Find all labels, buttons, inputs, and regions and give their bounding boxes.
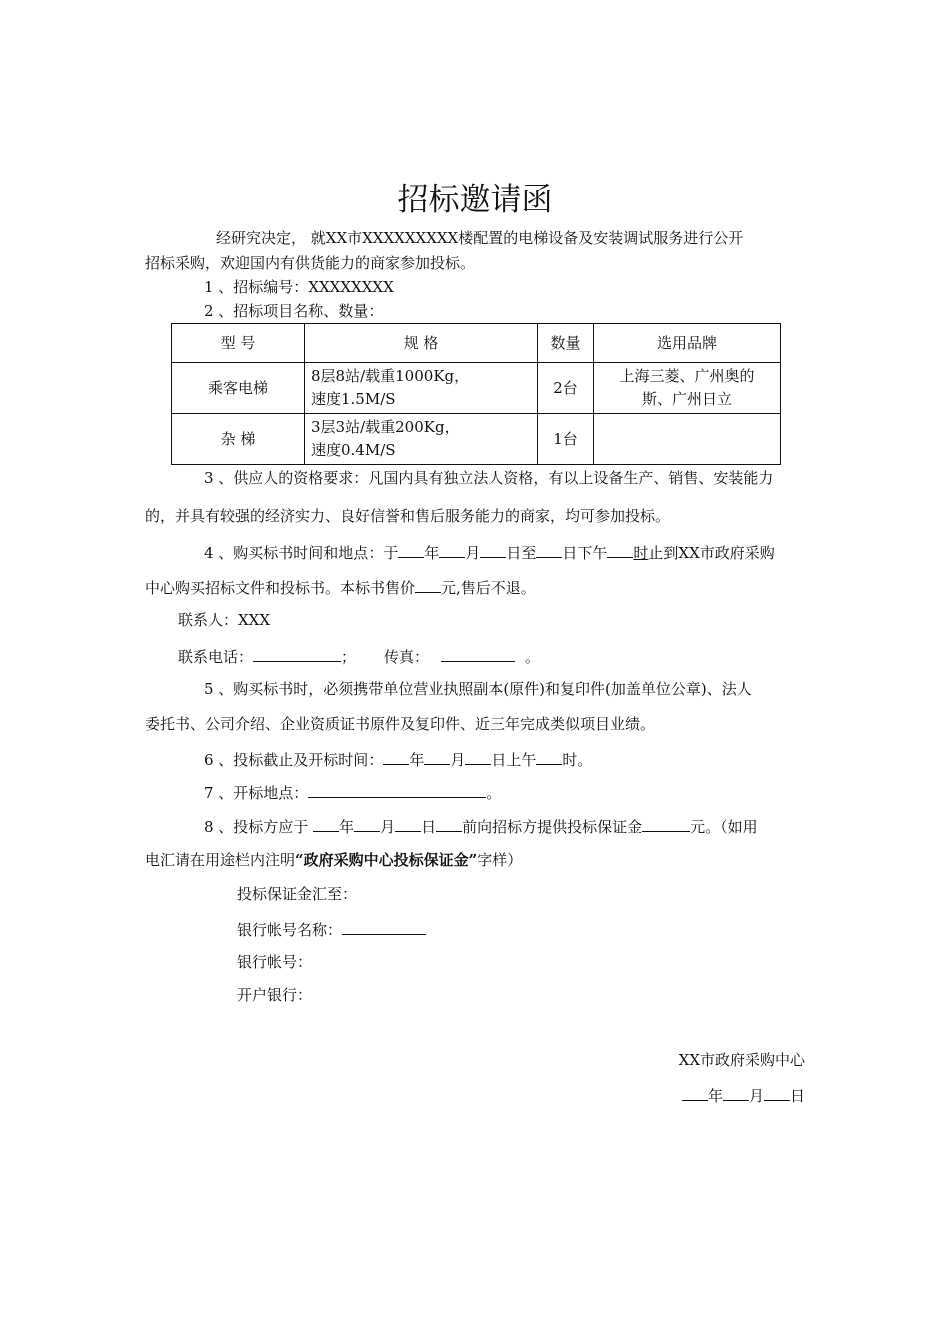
blank-amount <box>642 815 690 832</box>
blank-day <box>764 1084 790 1101</box>
row-brand-line-2: 斯、广州日立 <box>641 390 732 408</box>
blank-year <box>398 541 424 558</box>
blank-month <box>424 748 450 765</box>
blank-year <box>313 815 339 832</box>
account-name-line: 银行帐号名称： <box>237 918 426 940</box>
blank-hour <box>607 541 633 558</box>
row-spec-line-1: 3层3站/载重200Kg， <box>311 418 460 436</box>
opening-location-line: 7 、开标地点： 。 <box>204 781 501 803</box>
blank-location <box>308 781 486 798</box>
page-title: 招标邀请函 <box>397 182 553 218</box>
contact-person: 联系人：XXX <box>178 611 271 629</box>
row-brand <box>594 414 781 465</box>
row-model: 杂 梯 <box>172 414 305 465</box>
blank-time <box>436 815 462 832</box>
row-qty: 1台 <box>538 414 594 465</box>
blank-phone <box>253 645 341 662</box>
intro-line-2: 招标采购，欢迎国内有供货能力的商家参加投标。 <box>145 254 476 272</box>
row-spec <box>305 414 538 465</box>
row-spec <box>305 363 538 414</box>
header-model: 型 号 <box>172 324 305 363</box>
purchase-time-line: 4 、购买标书时间和地点：于 年 月 日至 日下午 时止到XX市政府采购 <box>204 541 775 563</box>
signature-org: XX市政府采购中心 <box>678 1051 805 1069</box>
blank-year <box>383 748 409 765</box>
qualification-line-1: 3 、供应人的资格要求：凡国内具有独立法人资格，有以上设备生产、销售、安装能力 <box>204 469 774 487</box>
table-row <box>172 363 781 414</box>
blank-day <box>465 748 491 765</box>
elevator-table <box>171 323 781 465</box>
deadline-line: 6 、投标截止及开标时间： 年 月 日上午 时。 <box>204 748 592 770</box>
header-qty: 数量 <box>538 324 594 363</box>
row-spec-line-1: 8层8站/载重1000Kg， <box>311 367 470 385</box>
header-brand: 选用品牌 <box>594 324 781 363</box>
deposit-heading: 投标保证金汇至： <box>237 885 358 903</box>
contact-phone-fax: 联系电话： ； 传真： 。 <box>178 645 540 667</box>
row-model: 乘客电梯 <box>172 363 305 414</box>
blank-price <box>415 576 441 593</box>
purchase-location-line: 中心购买招标文件和投标书。本标书售价 元,售后不退。 <box>145 576 536 598</box>
blank-month <box>439 541 465 558</box>
row-spec-line-2: 速度0.4M/S <box>311 441 396 459</box>
account-number-line: 银行帐号： <box>237 953 313 971</box>
signature-date: 年 月 日 <box>560 1084 805 1106</box>
blank-month <box>354 815 380 832</box>
bid-number: 1 、招标编号：XXXXXXXX <box>204 278 394 296</box>
blank-account-name <box>342 918 426 935</box>
documents-line-1: 5 、购买标书时，必须携带单位营业执照副本(原件)和复印件(加盖单位公章)、法人 <box>204 680 752 698</box>
project-name-heading: 2 、招标项目名称、数量： <box>204 302 384 320</box>
blank-day <box>395 815 421 832</box>
blank-day <box>480 541 506 558</box>
blank-month <box>723 1084 749 1101</box>
blank-day <box>536 541 562 558</box>
deposit-line-2: 电汇请在用途栏内注明“政府采购中心投标保证金”字样） <box>145 851 523 869</box>
intro-line-1: 经研究决定， 就XX市XXXXXXXXX楼配置的电梯设备及安装调试服务进行公开 <box>216 229 744 247</box>
row-spec-line-2: 速度1.5M/S <box>311 390 396 408</box>
deposit-line-1: 8 、投标方应于 年 月 日 前向招标方提供投标保证金 元。（如用 <box>204 815 758 837</box>
qualification-line-2: 的，并具有较强的经济实力、良好信誉和售后服务能力的商家，均可参加投标。 <box>145 507 671 525</box>
table-row <box>172 414 781 465</box>
blank-year <box>682 1084 708 1101</box>
row-qty: 2台 <box>538 363 594 414</box>
bank-line: 开户银行： <box>237 986 313 1004</box>
row-brand-line-1: 上海三菱、广州奥的 <box>619 367 755 385</box>
header-spec: 规 格 <box>305 324 538 363</box>
documents-line-2: 委托书、公司介绍、企业资质证书原件及复印件、近三年完成类似项目业绩。 <box>145 715 656 733</box>
table-header-row <box>172 324 781 363</box>
blank-hour <box>536 748 562 765</box>
row-brand <box>594 363 781 414</box>
blank-fax <box>441 645 515 662</box>
